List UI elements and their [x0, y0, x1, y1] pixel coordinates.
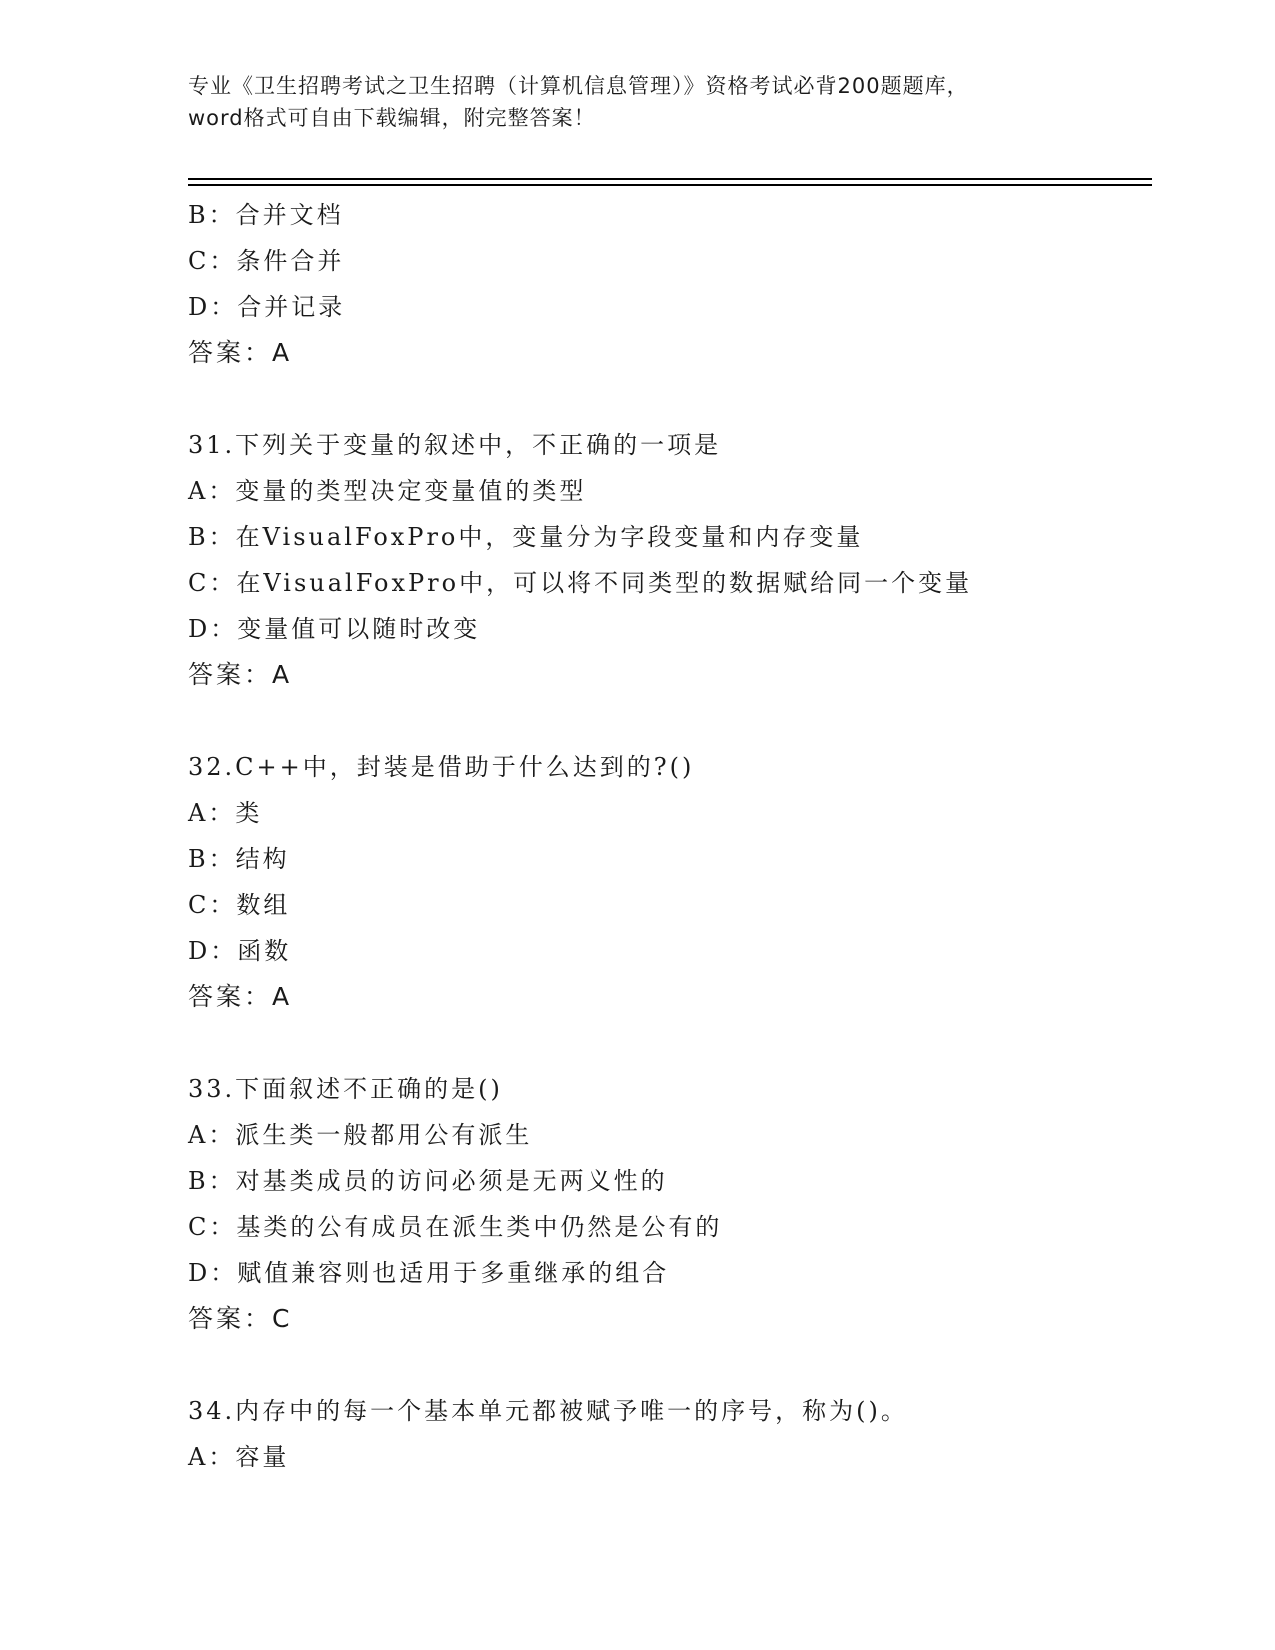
- header-line-1: 专业《卫生招聘考试之卫生招聘（计算机信息管理）》资格考试必背200题题库，: [188, 74, 969, 98]
- option-d: D：合并记录: [188, 293, 346, 321]
- option-b: B：在VisualFoxPro中，变量分为字段变量和内存变量: [188, 523, 864, 551]
- spacer: [188, 1020, 1148, 1066]
- spacer: [188, 1342, 1148, 1388]
- question-stem: 33.下面叙述不正确的是(): [188, 1075, 503, 1103]
- question-block-33: [188, 1066, 1148, 1342]
- question-stem: 31.下列关于变量的叙述中，不正确的一项是: [188, 431, 722, 459]
- answer-label: 答案：C: [188, 1304, 293, 1333]
- document-header: [188, 70, 1088, 134]
- question-stem: 32.C++中，封装是借助于什么达到的?(): [188, 753, 695, 781]
- option-c: C：条件合并: [188, 247, 345, 275]
- option-a: A：派生类一般都用公有派生: [188, 1121, 533, 1149]
- option-a: A：变量的类型决定变量值的类型: [188, 477, 587, 505]
- question-stem: 34.内存中的每一个基本单元都被赋予唯一的序号，称为()。: [188, 1397, 908, 1425]
- option-a: A：类: [188, 799, 263, 827]
- answer-label: 答案：A: [188, 982, 293, 1011]
- header-divider-top: [188, 178, 1152, 180]
- option-b: B：对基类成员的访问必须是无两义性的: [188, 1167, 668, 1195]
- question-block-31: [188, 422, 1148, 698]
- option-c: C：在VisualFoxPro中，可以将不同类型的数据赋给同一个变量: [188, 569, 973, 597]
- question-list: [188, 192, 1148, 1480]
- option-b: B：合并文档: [188, 201, 344, 229]
- option-b: B：结构: [188, 845, 290, 873]
- option-c: C：基类的公有成员在派生类中仍然是公有的: [188, 1213, 723, 1241]
- question-block-30-continued: [188, 192, 1148, 376]
- option-a: A：容量: [188, 1443, 290, 1471]
- option-d: D：变量值可以随时改变: [188, 615, 481, 643]
- question-block-32: [188, 744, 1148, 1020]
- answer-label: 答案：A: [188, 660, 293, 689]
- option-d: D：赋值兼容则也适用于多重继承的组合: [188, 1259, 670, 1287]
- header-line-2: word格式可自由下载编辑，附完整答案！: [188, 106, 596, 130]
- option-d: D：函数: [188, 937, 292, 965]
- option-c: C：数组: [188, 891, 291, 919]
- header-divider-bottom: [188, 184, 1152, 186]
- spacer: [188, 376, 1148, 422]
- answer-label: 答案：A: [188, 338, 293, 367]
- spacer: [188, 698, 1148, 744]
- question-block-34: [188, 1388, 1148, 1480]
